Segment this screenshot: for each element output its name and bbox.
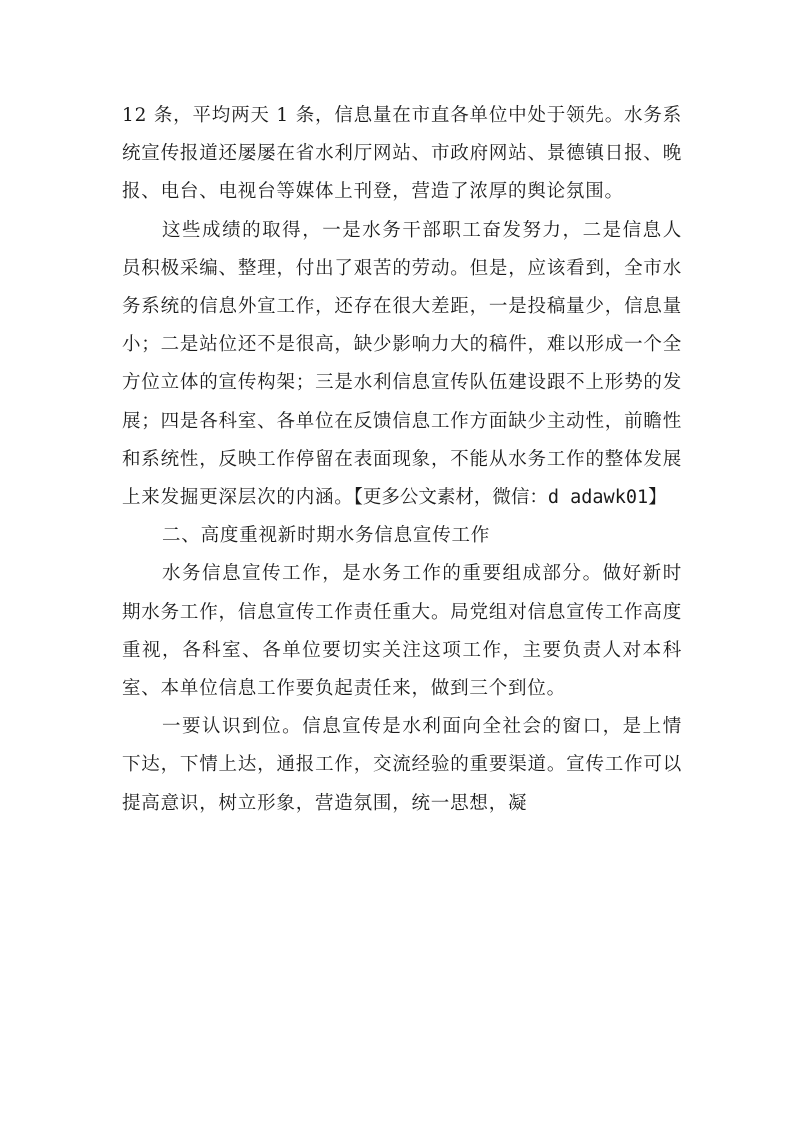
paragraph-5: 一要认识到位。信息宣传是水利面向全社会的窗口，是上情下达，下情上达，通报工作，交流经验的重要渠道。宣传工作可以提高意识，树立形象，营造氛围，统一思想，凝 <box>122 716 682 814</box>
promo-note: 【更多公文素材，微信：d adawk01】 <box>353 487 667 509</box>
section-heading: 二、高度重视新时期水务信息宣传工作 <box>162 525 491 547</box>
paragraph-1: 12 条，平均两天 1 条，信息量在市直各单位中处于领先。水务系统宣传报道还屡屡在省水利厅网站、市政府网站、景德镇日报、晚报、电台、电视台等媒体上刊登，营造了浓厚的舆论氛围。 <box>122 105 682 203</box>
document-body <box>122 97 682 823</box>
paragraph-2 <box>122 212 682 518</box>
paragraph-2-text: 这些成绩的取得，一是水务干部职工奋发努力，二是信息人员积极采编、整理，付出了艰苦的劳动。但是，应该看到，全市水务系统的信息外宣工作，还存在很大差距，一是投稿量少，信息量小；二是站位还不是很高，缺少影响力大的稿件，难以形成一个全方位立体的宣传构架；三是水利信息宣传队伍建设跟不上形势的发展；四是各科室、各单位在反馈信息工作方面缺少主动性，前瞻性和系统性，反映工作停留在表面现象，不能从水务工作的整体发展上来发掘更深层次的内涵。 <box>122 219 682 509</box>
paragraph-4: 水务信息宣传工作，是水务工作的重要组成部分。做好新时期水务工作，信息宣传工作责任重大。局党组对信息宣传工作高度重视，各科室、各单位要切实关注这项工作，主要负责人对本科室、本单位信息工作要负起责任来，做到三个到位。 <box>122 563 682 700</box>
